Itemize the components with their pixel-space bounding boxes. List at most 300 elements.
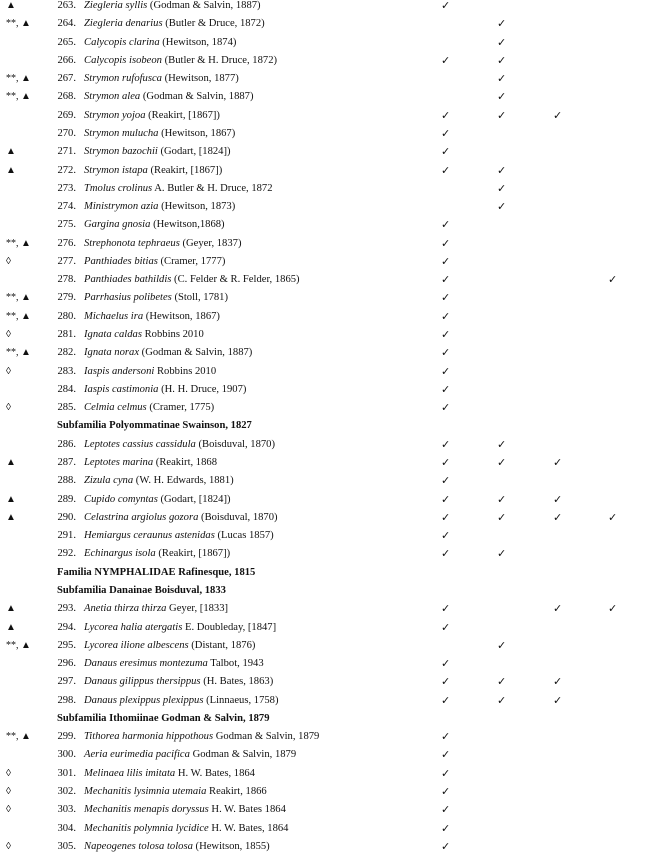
species-number: 296. <box>57 658 76 670</box>
check-mark-col-2: ✓ <box>497 548 507 561</box>
species-author: (Boisduval, 1870) <box>195 438 275 450</box>
species-name <box>84 783 267 801</box>
species-name <box>84 15 265 33</box>
species-number: 267. <box>57 73 76 85</box>
species-binomial: Iaspis castimonia <box>84 383 159 395</box>
species-binomial: Ignata caldas <box>84 329 142 341</box>
status-marker: ◊ <box>6 786 11 798</box>
species-author: (Butler & Druce, 1872) <box>162 18 265 30</box>
status-marker: ◊ <box>6 255 11 267</box>
species-row <box>0 52 664 70</box>
species-name <box>84 509 278 527</box>
species-author: (Reakirt, [1867]) <box>155 548 231 560</box>
status-marker: ◊ <box>6 365 11 377</box>
species-name <box>84 289 228 307</box>
species-author: (Godman & Salvin, 1887) <box>139 347 253 359</box>
check-mark-col-1: ✓ <box>441 438 451 451</box>
check-mark-col-1: ✓ <box>441 457 451 469</box>
species-row <box>0 692 664 710</box>
species-number: 297. <box>57 676 76 688</box>
check-mark-col-2: ✓ <box>497 91 507 104</box>
species-number: 295. <box>57 639 76 651</box>
species-binomial: Leptotes marina <box>84 457 154 468</box>
species-name <box>84 619 276 637</box>
check-mark-col-1: ✓ <box>441 237 451 250</box>
species-author: (Hewitson, 1877) <box>161 73 239 85</box>
status-marker: ▲ <box>6 493 16 505</box>
status-marker: ▲ <box>6 603 16 615</box>
species-binomial: Strymon rufofusca <box>84 73 162 85</box>
species-author: (Hewitson, 1873) <box>158 201 236 213</box>
species-name <box>84 326 204 344</box>
species-name <box>84 52 277 70</box>
species-row <box>0 838 664 856</box>
check-mark-col-1: ✓ <box>441 767 451 780</box>
species-author: (Godman & Salvin, 1887) <box>140 91 254 103</box>
species-row <box>0 70 664 88</box>
species-row <box>0 527 664 545</box>
species-name <box>84 600 228 618</box>
species-author: (Reakirt, [1867]) <box>145 109 220 121</box>
species-name <box>84 125 235 143</box>
status-marker: ◊ <box>6 402 11 414</box>
check-mark-col-4: ✓ <box>608 511 618 524</box>
species-row <box>0 472 664 490</box>
species-binomial: Michaelus ira <box>84 310 144 322</box>
check-mark-col-1: ✓ <box>441 822 451 835</box>
check-mark-col-3: ✓ <box>553 676 563 689</box>
species-name <box>84 180 273 198</box>
status-marker: **, ▲ <box>6 347 31 359</box>
check-mark-col-3: ✓ <box>553 603 563 616</box>
check-mark-col-2: ✓ <box>497 73 507 86</box>
species-number: 280. <box>57 310 76 322</box>
species-author: Reakirt, 1866 <box>206 786 267 798</box>
species-number: 294. <box>57 621 76 633</box>
species-number: 269. <box>57 109 76 121</box>
species-name <box>84 253 225 271</box>
species-author: (Boisduval, 1870) <box>198 511 278 523</box>
species-binomial: Mechanitis polymnia lycidice <box>84 822 209 834</box>
species-name <box>84 399 214 417</box>
section-heading-row <box>0 564 664 582</box>
species-row <box>0 0 664 15</box>
check-mark-col-2: ✓ <box>497 109 507 122</box>
species-binomial: Ministrymon azia <box>84 201 159 213</box>
species-row <box>0 162 664 180</box>
species-row <box>0 198 664 216</box>
species-binomial: Aeria eurimedia pacifica <box>84 749 190 761</box>
species-binomial: Tmolus crolinus <box>84 182 153 194</box>
species-row <box>0 344 664 362</box>
species-name <box>84 107 220 125</box>
check-mark-col-1: ✓ <box>441 694 451 707</box>
species-row <box>0 216 664 234</box>
species-author: Geyer, [1833] <box>166 603 229 615</box>
status-marker: **, ▲ <box>6 91 31 103</box>
species-author: (Butler & H. Druce, 1872) <box>161 54 278 66</box>
check-mark-col-2: ✓ <box>497 18 507 31</box>
section-heading-row <box>0 417 664 435</box>
species-number: 287. <box>57 457 76 468</box>
species-number: 302. <box>57 786 76 798</box>
species-author: Talbot, 1943 <box>207 658 264 670</box>
check-mark-col-2: ✓ <box>497 182 507 195</box>
status-marker: ◊ <box>6 840 11 852</box>
status-marker: **, ▲ <box>6 237 31 249</box>
section-heading-row <box>0 582 664 600</box>
species-name <box>84 216 225 234</box>
species-binomial: Calycopis isobeon <box>84 54 162 66</box>
species-binomial: Strymon mulucha <box>84 127 159 139</box>
species-author: (Hewitson, 1874) <box>159 36 237 48</box>
status-marker: **, ▲ <box>6 731 31 743</box>
check-mark-col-2: ✓ <box>497 164 507 177</box>
species-author: (Cramer, 1777) <box>157 255 226 267</box>
check-mark-col-1: ✓ <box>441 310 451 323</box>
status-marker: ▲ <box>6 0 16 11</box>
check-mark-col-1: ✓ <box>441 127 451 140</box>
species-binomial: Hemiargus ceraunus astenidas <box>84 530 215 542</box>
species-binomial: Strymon alea <box>84 91 141 103</box>
species-number: 301. <box>57 767 76 779</box>
species-name <box>84 0 261 15</box>
section-heading-row <box>0 710 664 728</box>
species-binomial: Echinargus isola <box>84 548 156 560</box>
species-row <box>0 765 664 783</box>
status-marker: ▲ <box>6 621 16 633</box>
species-row <box>0 655 664 673</box>
check-mark-col-1: ✓ <box>441 219 451 232</box>
species-row <box>0 600 664 618</box>
check-mark-col-2: ✓ <box>497 457 507 469</box>
check-mark-col-1: ✓ <box>441 274 451 287</box>
check-mark-col-1: ✓ <box>441 548 451 561</box>
species-binomial: Danaus plexippus plexippus <box>84 694 204 706</box>
species-binomial: Ziegleria denarius <box>84 18 163 30</box>
species-name <box>84 728 319 746</box>
species-author: Godman & Salvin, 1879 <box>189 749 297 761</box>
species-author: (Reakirt, [1867]) <box>147 164 223 176</box>
species-name <box>84 545 230 563</box>
check-mark-col-3: ✓ <box>553 457 563 469</box>
species-author: (H. H. Druce, 1907) <box>158 383 247 395</box>
check-mark-col-1: ✓ <box>441 402 451 415</box>
species-row <box>0 125 664 143</box>
species-author: Godman & Salvin, 1879 <box>213 731 320 743</box>
check-mark-col-2: ✓ <box>497 639 507 652</box>
check-mark-col-2: ✓ <box>497 493 507 506</box>
species-row <box>0 436 664 454</box>
section-heading: Subfamilia Danainae Boisduval, 1833 <box>57 584 226 596</box>
check-mark-col-2: ✓ <box>497 438 507 451</box>
species-name <box>84 655 264 673</box>
check-mark-col-2: ✓ <box>497 511 507 524</box>
species-name <box>84 765 255 783</box>
species-number: 264. <box>57 18 76 30</box>
species-number: 288. <box>57 475 76 487</box>
species-name <box>84 527 274 545</box>
species-binomial: Anetia thirza thirza <box>84 603 167 615</box>
check-mark-col-1: ✓ <box>441 292 451 305</box>
species-row <box>0 88 664 106</box>
species-number: 279. <box>57 292 76 304</box>
species-row <box>0 801 664 819</box>
species-row <box>0 509 664 527</box>
species-number: 283. <box>57 365 76 377</box>
species-author: (Reakirt, 1868 <box>153 457 217 468</box>
species-number: 266. <box>57 54 76 66</box>
check-mark-col-3: ✓ <box>553 694 563 707</box>
species-binomial: Panthiades bathildis <box>84 274 172 286</box>
species-binomial: Melinaea lilis imitata <box>84 767 176 779</box>
species-binomial: Mechanitis lysimnia utemaia <box>84 786 207 798</box>
species-author: (Stoll, 1781) <box>171 292 229 304</box>
species-binomial: Zizula cyna <box>84 475 134 487</box>
species-number: 304. <box>57 822 76 834</box>
species-number: 285. <box>57 402 76 414</box>
species-binomial: Strymon bazochii <box>84 146 158 158</box>
species-author: E. Doubleday, [1847] <box>182 621 277 633</box>
species-binomial: Leptotes cassius cassidula <box>84 438 196 450</box>
species-name <box>84 820 288 838</box>
check-mark-col-3: ✓ <box>553 511 563 524</box>
species-binomial: Danaus eresimus montezuma <box>84 658 208 670</box>
species-name <box>84 801 286 819</box>
check-mark-col-1: ✓ <box>441 804 451 817</box>
check-mark-col-1: ✓ <box>441 255 451 268</box>
check-mark-col-1: ✓ <box>441 365 451 378</box>
species-number: 290. <box>57 511 76 523</box>
species-row <box>0 326 664 344</box>
species-author: (Godart, [1824]) <box>157 493 231 505</box>
check-mark-col-1: ✓ <box>441 475 451 488</box>
species-name <box>84 271 300 289</box>
check-mark-col-2: ✓ <box>497 201 507 214</box>
species-row <box>0 235 664 253</box>
species-binomial: Strephonota tephraeus <box>84 237 180 249</box>
species-row <box>0 289 664 307</box>
species-binomial: Danaus gilippus thersippus <box>84 676 201 688</box>
species-row <box>0 491 664 509</box>
check-mark-col-1: ✓ <box>441 347 451 360</box>
species-name <box>84 34 236 52</box>
species-author: (Hewitson, 1855) <box>192 840 270 852</box>
section-heading: Familia NYMPHALIDAE Rafinesque, 1815 <box>57 566 256 578</box>
species-number: 277. <box>57 255 76 267</box>
species-number: 286. <box>57 438 76 450</box>
species-author: A. Butler & H. Druce, 1872 <box>152 182 273 194</box>
species-name <box>84 88 254 106</box>
species-author: (Geyer, 1837) <box>179 237 242 249</box>
species-number: 268. <box>57 91 76 103</box>
check-mark-col-4: ✓ <box>608 603 618 616</box>
species-number: 272. <box>57 164 76 176</box>
species-number: 265. <box>57 36 76 48</box>
species-author: (Distant, 1876) <box>188 639 256 651</box>
species-binomial: Lycorea halia atergatis <box>84 621 183 633</box>
species-number: 281. <box>57 329 76 341</box>
species-name <box>84 454 217 472</box>
species-number: 282. <box>57 347 76 359</box>
status-marker: ◊ <box>6 329 11 341</box>
species-binomial: Iaspis andersoni <box>84 365 155 377</box>
species-name <box>84 491 231 509</box>
check-mark-col-2: ✓ <box>497 676 507 689</box>
check-mark-col-1: ✓ <box>441 54 451 67</box>
species-author: H. W. Bates, 1864 <box>175 767 255 779</box>
species-number: 271. <box>57 146 76 158</box>
species-author: (Godart, [1824]) <box>157 146 231 158</box>
species-number: 291. <box>57 530 76 542</box>
species-author: H. W. Bates, 1864 <box>208 822 289 834</box>
species-row <box>0 399 664 417</box>
status-marker: ◊ <box>6 767 11 779</box>
check-mark-col-1: ✓ <box>441 493 451 506</box>
species-number: 298. <box>57 694 76 706</box>
species-binomial: Celmia celmus <box>84 402 147 414</box>
species-number: 270. <box>57 127 76 139</box>
species-name <box>84 344 252 362</box>
check-mark-col-2: ✓ <box>497 694 507 707</box>
species-name <box>84 162 222 180</box>
species-row <box>0 820 664 838</box>
check-mark-col-1: ✓ <box>441 329 451 342</box>
status-marker: ▲ <box>6 511 16 523</box>
species-name <box>84 70 239 88</box>
species-binomial: Parrhasius polibetes <box>84 292 172 304</box>
status-marker: **, ▲ <box>6 292 31 304</box>
species-row <box>0 107 664 125</box>
species-row <box>0 143 664 161</box>
species-name <box>84 235 241 253</box>
species-author: Robbins 2010 <box>154 365 217 377</box>
species-author: (W. H. Edwards, 1881) <box>133 475 234 487</box>
check-mark-col-1: ✓ <box>441 383 451 396</box>
species-name <box>84 198 235 216</box>
species-binomial: Strymon yojoa <box>84 109 146 121</box>
check-mark-col-1: ✓ <box>441 676 451 689</box>
species-row <box>0 381 664 399</box>
section-heading: Subfamilia Polyommatinae Swainson, 1827 <box>57 420 252 432</box>
status-marker: ▲ <box>6 457 16 468</box>
species-author: (H. Bates, 1863) <box>200 676 274 688</box>
species-name <box>84 308 220 326</box>
species-row <box>0 34 664 52</box>
species-author: (Cramer, 1775) <box>146 402 215 414</box>
species-author: (Linnaeus, 1758) <box>203 694 279 706</box>
status-marker: ▲ <box>6 164 16 176</box>
species-binomial: Strymon istapa <box>84 164 148 176</box>
species-row <box>0 271 664 289</box>
species-number: 275. <box>57 219 76 231</box>
check-mark-col-1: ✓ <box>441 530 451 543</box>
species-name <box>84 363 216 381</box>
species-name <box>84 472 234 490</box>
check-mark-col-1: ✓ <box>441 0 451 12</box>
check-mark-col-3: ✓ <box>553 493 563 506</box>
species-binomial: Mechanitis menapis doryssus <box>84 804 209 816</box>
species-row <box>0 308 664 326</box>
species-author: Robbins 2010 <box>141 329 204 341</box>
status-marker: **, ▲ <box>6 18 31 30</box>
species-name <box>84 143 231 161</box>
species-author: H. W. Bates 1864 <box>208 804 286 816</box>
species-number: 278. <box>57 274 76 286</box>
status-marker: **, ▲ <box>6 639 31 651</box>
species-row <box>0 619 664 637</box>
species-binomial: Cupido comyntas <box>84 493 158 505</box>
species-binomial: Ignata norax <box>84 347 140 359</box>
check-mark-col-1: ✓ <box>441 749 451 762</box>
species-number: 293. <box>57 603 76 615</box>
species-author: (Godman & Salvin, 1887) <box>147 0 261 11</box>
check-mark-col-1: ✓ <box>441 658 451 671</box>
check-mark-col-1: ✓ <box>441 164 451 177</box>
species-binomial: Celastrina argiolus gozora <box>84 511 199 523</box>
species-binomial: Panthiades bitias <box>84 255 158 267</box>
check-mark-col-1: ✓ <box>441 146 451 159</box>
species-binomial: Calycopis clarina <box>84 36 160 48</box>
species-author: (Hewitson, 1867) <box>158 127 236 139</box>
status-marker: **, ▲ <box>6 73 31 85</box>
section-heading: Subfamilia Ithomiinae Godman & Salvin, 1879 <box>57 712 270 724</box>
species-number: 289. <box>57 493 76 505</box>
check-mark-col-1: ✓ <box>441 511 451 524</box>
species-number: 303. <box>57 804 76 816</box>
check-mark-col-1: ✓ <box>441 621 451 634</box>
species-number: 300. <box>57 749 76 761</box>
check-mark-col-3: ✓ <box>553 109 563 122</box>
species-binomial: Gargina gnosia <box>84 219 151 231</box>
species-number: 292. <box>57 548 76 560</box>
species-row <box>0 454 664 472</box>
species-row <box>0 673 664 691</box>
species-name <box>84 673 273 691</box>
species-number: 284. <box>57 383 76 395</box>
check-mark-col-1: ✓ <box>441 731 451 744</box>
check-mark-col-2: ✓ <box>497 54 507 67</box>
check-mark-col-4: ✓ <box>608 274 618 287</box>
species-binomial: Tithorea harmonia hippothous <box>84 731 214 743</box>
status-marker: ◊ <box>6 804 11 816</box>
species-author: (Lucas 1857) <box>214 530 274 542</box>
species-author: (Hewitson,1868) <box>150 219 225 231</box>
species-name <box>84 692 279 710</box>
check-mark-col-1: ✓ <box>441 840 451 853</box>
species-binomial: Ziegleria syllis <box>84 0 148 11</box>
species-row <box>0 746 664 764</box>
species-row <box>0 180 664 198</box>
species-number: 273. <box>57 182 76 194</box>
species-name <box>84 381 246 399</box>
check-mark-col-1: ✓ <box>441 603 451 616</box>
status-marker: ▲ <box>6 146 16 158</box>
species-binomial: Napeogenes tolosa tolosa <box>84 840 193 852</box>
species-row <box>0 545 664 563</box>
species-row <box>0 783 664 801</box>
species-row <box>0 363 664 381</box>
species-number: 299. <box>57 731 76 743</box>
check-mark-col-1: ✓ <box>441 786 451 799</box>
species-row <box>0 637 664 655</box>
species-row <box>0 728 664 746</box>
species-number: 274. <box>57 201 76 213</box>
species-name <box>84 436 275 454</box>
species-number: 276. <box>57 237 76 249</box>
check-mark-col-2: ✓ <box>497 36 507 49</box>
species-binomial: Lycorea ilione albescens <box>84 639 189 651</box>
